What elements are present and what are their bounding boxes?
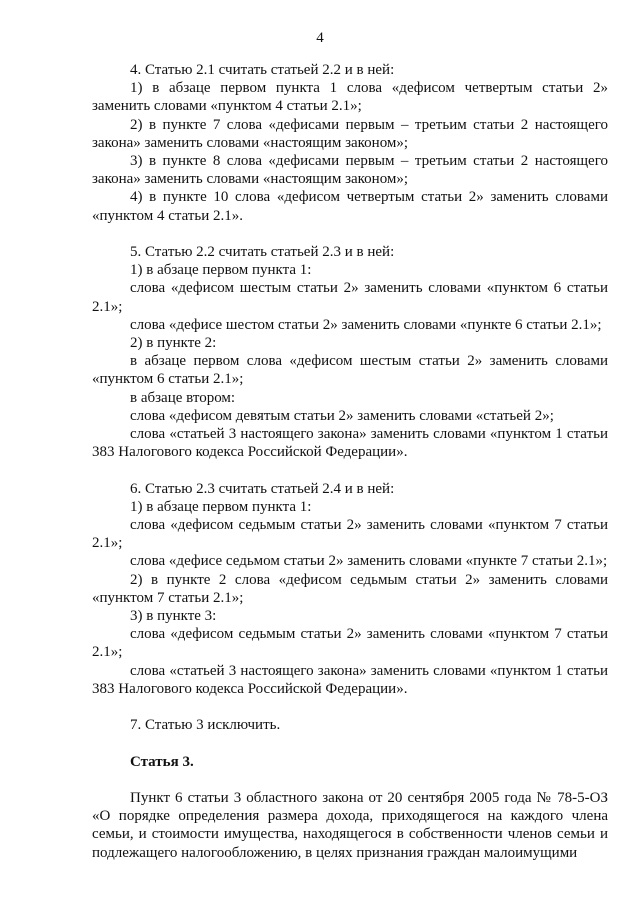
article-3-heading: Статья 3. [130,753,194,770]
paragraph-gap [92,698,608,716]
paragraph-gap [92,734,608,752]
paragraph-item-5-1-b: слова «дефисе шестом статьи 2» заменить словами «пункте 6 статьи 2.1»; [130,316,602,333]
paragraph-item-6-1: 1) в абзаце первом пункта 1: [130,498,312,515]
paragraph-gap [92,225,608,243]
paragraph-item-6-3-a: слова «дефисом седьмым статьи 2» заменить словами «пунктом 7 статьи 2.1»; [92,626,608,661]
paragraph-item-4-4: 4) в пункте 10 слова «дефисом четвертым статьи 2» заменить словами «пунктом 4 статьи 2.1». [92,189,608,224]
article-3-body: Пункт 6 статьи 3 областного закона от 20 сентября 2005 года № 78-5-ОЗ «О порядке определения размера дохода, приходящегося на каждого члена семьи, и стоимости имущества, находящегося в собственности членов семьи и подлежащего налогообложению, в целях признания граждан малоимущими [92,790,608,861]
paragraph-item-5-1: 1) в абзаце первом пункта 1: [130,262,312,279]
paragraph-item-6-2: 2) в пункте 2 слова «дефисом седьмым статьи 2» заменить словами «пунктом 7 статьи 2.1»; [92,571,608,606]
document-body [92,61,608,862]
paragraph-item-7: 7. Статью 3 исключить. [130,717,281,734]
paragraph-item-5-heading: 5. Статью 2.2 считать статьей 2.3 и в ней: [130,244,395,261]
paragraph-item-4-2-text: в пункте 7 слова «дефисами первым – третьим статьи 2 настоящего закона» заменить словами «настоящим законом»; [92,116,609,151]
paragraph-item-5-2-b: в абзаце втором: [130,389,236,406]
paragraph-item-6-1-b: слова «дефисе седьмом статьи 2» заменить словами «пункте 7 статьи 2.1»; [130,553,608,570]
paragraph-item-5-1-a: слова «дефисом шестым статьи 2» заменить словами «пунктом 6 статьи 2.1»; [92,280,608,315]
paragraph-item-4-heading: 4. Статью 2.1 считать статьей 2.2 и в ней: [130,62,395,78]
paragraph-item-6-heading: 6. Статью 2.3 считать статьей 2.4 и в ней: [130,480,395,497]
paragraph-item-6-1-a: слова «дефисом седьмым статьи 2» заменить словами «пунктом 7 статьи 2.1»; [92,517,608,552]
paragraph-item-4-2: 2) в пункте 7 слова «дефисами первым – третьим статьи 2 настоящего закона» заменить словами «настоящим законом»; [92,116,609,151]
paragraph-item-5-2-d: слова «статьей 3 настоящего закона» заменить словами «пунктом 1 статьи 383 Налогового кодекса Российской Федерации». [92,426,608,461]
paragraph-gap [92,771,608,789]
paragraph-item-4-3: 3) в пункте 8 слова «дефисами первым – третьим статьи 2 настоящего закона» заменить словами «настоящим законом»; [92,153,608,188]
paragraph-item-6-3-b: слова «статьей 3 настоящего закона» заменить словами «пунктом 1 статьи 383 Налогового кодекса Российской Федерации». [92,662,608,697]
page-number: 4 [316,30,324,46]
paragraph-item-5-2: 2) в пункте 2: [130,335,217,352]
paragraph-item-6-3: 3) в пункте 3: [130,608,217,625]
paragraph-item-4-1: 1) в абзаце первом пункта 1 слова «дефисом четвертым статьи 2» заменить словами «пунктом 4 статьи 2.1»; [92,80,608,115]
paragraph-gap [92,461,608,479]
paragraph-item-5-2-a: в абзаце первом слова «дефисом шестым статьи 2» заменить словами «пунктом 6 статьи 2.1»; [92,353,608,388]
paragraph-item-5-2-c: слова «дефисом девятым статьи 2» заменить словами «статьей 2»; [130,407,554,424]
